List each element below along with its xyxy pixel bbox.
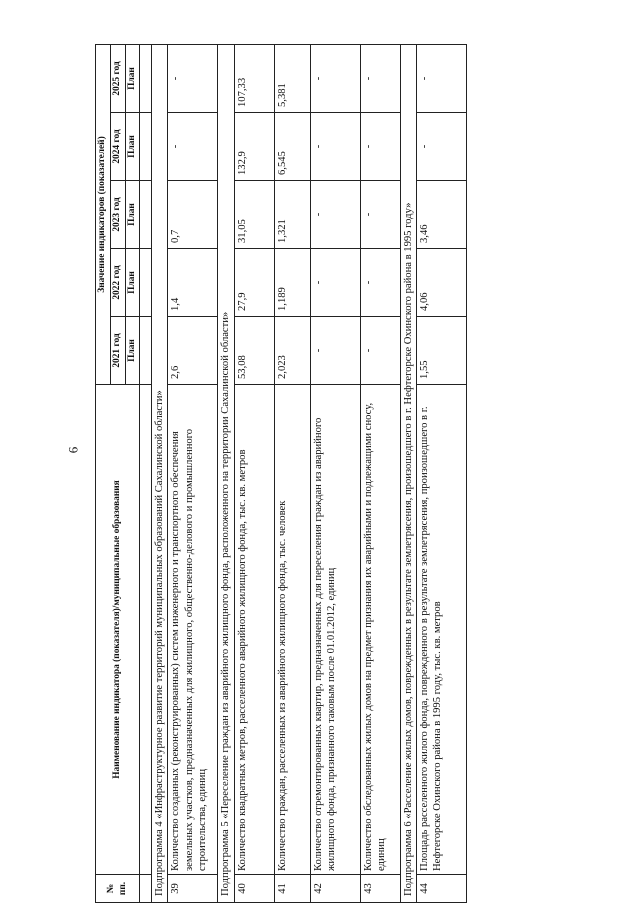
row-number: 41 <box>274 875 310 903</box>
row-number: 44 <box>416 875 466 903</box>
page-number: 6 <box>65 446 81 454</box>
value-2022: - <box>360 249 400 317</box>
value-2021: 2,6 <box>168 317 218 385</box>
table-row <box>310 44 360 902</box>
year-2025-header: 2025 год <box>110 44 125 112</box>
section-title: Подпрограмма 5 «Переселение граждан из аварийного жилищного фонда, расположенного на территории Сахалинской области» <box>218 44 234 902</box>
value-2025: - <box>168 44 218 112</box>
value-2024: - <box>360 113 400 181</box>
value-2021: 53,08 <box>234 317 274 385</box>
value-2025: - <box>360 44 400 112</box>
value-2022: - <box>310 249 360 317</box>
year-2021-header: 2021 год <box>110 317 125 385</box>
value-2023: 3,46 <box>416 181 466 249</box>
section-row <box>218 44 234 902</box>
value-2021: - <box>310 317 360 385</box>
table-row <box>274 44 310 902</box>
values-header: Значение индикаторов (показателей) <box>96 44 111 384</box>
table-row <box>234 44 274 902</box>
value-2023: 1,321 <box>274 181 310 249</box>
rotated-table-container <box>95 45 533 903</box>
name-header: Наименование индикатора (показателя)/муниципальные образования <box>96 385 140 875</box>
num-header: № пп. <box>96 875 140 903</box>
value-2024: - <box>168 113 218 181</box>
value-2021: - <box>360 317 400 385</box>
year-2023-header: 2023 год <box>110 181 125 249</box>
year-2022-header: 2022 год <box>110 249 125 317</box>
value-2025: - <box>416 44 466 112</box>
value-2022: 27,9 <box>234 249 274 317</box>
indicator-name: Площадь расселенного жилого фонда, поврежденного в результате землетрясения, произошедшего в г. Нефтегорске Охинского района в 1995 году, тыс. кв. метров <box>416 385 466 875</box>
value-2022: 4,06 <box>416 249 466 317</box>
plan-header-2023: План <box>125 181 140 249</box>
indicator-name: Количество квадратных метров, расселенного аварийного жилищного фонда, тыс. кв. метров <box>234 385 274 875</box>
value-2023: - <box>310 181 360 249</box>
section-title: Подпрограмма 4 «Инфраструктурное развитие территорий муниципальных образований Сахалинской области» <box>152 44 168 902</box>
row-number: 40 <box>234 875 274 903</box>
plan-header-2024: План <box>125 113 140 181</box>
table-row <box>416 44 466 902</box>
value-2021: 1,55 <box>416 317 466 385</box>
value-2024: 6,545 <box>274 113 310 181</box>
plan-header-2022: План <box>125 249 140 317</box>
plan-header-2021: План <box>125 317 140 385</box>
value-2021: 2,023 <box>274 317 310 385</box>
row-number: 39 <box>168 875 218 903</box>
row-number: 43 <box>360 875 400 903</box>
indicator-name: Количество отремонтированных квартир, предназначенных для переселения граждан из аварийного жилищного фонда, признанного таковым после 01.01.2012, единиц <box>310 385 360 875</box>
value-2025: 5,381 <box>274 44 310 112</box>
value-2024: - <box>310 113 360 181</box>
value-2023: - <box>360 181 400 249</box>
section-row <box>400 44 416 902</box>
table-row <box>168 44 218 902</box>
plan-header-2025: План <box>125 44 140 112</box>
row-number: 42 <box>310 875 360 903</box>
spacer-row <box>140 44 152 902</box>
value-2025: 107,33 <box>234 44 274 112</box>
section-title: Подпрограмма 6 «Расселение жилых домов, поврежденных в результате землетрясения, произошедшего в г. Нефтегорске Охинского района в 1995 году» <box>400 44 416 902</box>
value-2022: 1,189 <box>274 249 310 317</box>
value-2024: 132,9 <box>234 113 274 181</box>
value-2024: - <box>416 113 466 181</box>
table-row <box>360 44 400 902</box>
value-2025: - <box>310 44 360 112</box>
value-2023: 0,7 <box>168 181 218 249</box>
value-2023: 31,05 <box>234 181 274 249</box>
indicator-name: Количество обследованных жилых домов на предмет признания их аварийными и подлежащими сносу, единиц <box>360 385 400 875</box>
section-row <box>152 44 168 902</box>
indicator-name: Количество граждан, расселенных из аварийного жилищного фонда, тыс. человек <box>274 385 310 875</box>
year-2024-header: 2024 год <box>110 113 125 181</box>
indicator-name: Количество созданных (реконструированных) систем инженерного и транспортного обеспечения земельных участков, предназначенных для жилищного, общественно-делового и промышленного строительства, единиц <box>168 385 218 875</box>
value-2022: 1,4 <box>168 249 218 317</box>
indicators-table <box>95 44 467 903</box>
